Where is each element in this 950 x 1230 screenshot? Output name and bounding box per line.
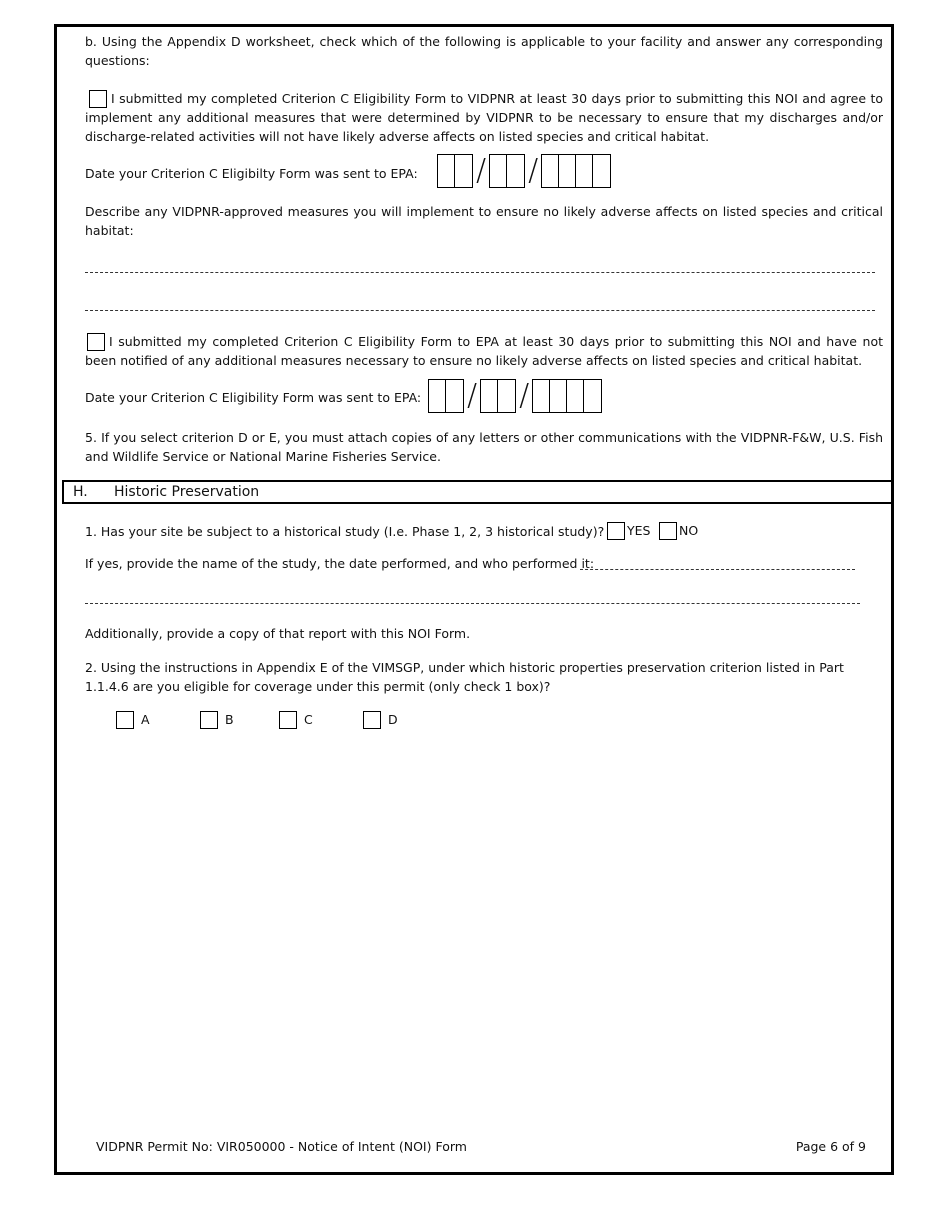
criterion-c-vidpnr-label: I submitted my completed Criterion C Eligibility Form to VIDPNR at least 30 days prior to submitting this NOI and agree to implement any additional measures that were determined by VIDPNR to be necessary to ensure that my discharges and/or discharge-related activities will not have likely adverse affects on listed species and critical habitat. [85,91,883,144]
yes-label: YES [627,523,651,538]
criterion-option-c[interactable] [279,711,313,729]
historic-study-question: 1. Has your site be subject to a historical study (I.e. Phase 1, 2, 3 historical study)? [85,524,605,539]
date2-month-input[interactable] [428,379,464,413]
form-page [54,24,894,1175]
study-details-line[interactable] [580,569,855,570]
item-b-instructions: b. Using the Appendix D worksheet, check which of the following is applicable to your facility and answer any corresponding questions: [85,34,883,68]
date2-label: Date your Criterion C Eligibility Form was sent to EPA: [85,390,422,405]
study-details-line[interactable] [85,603,860,604]
date1-field [437,154,611,188]
footer-page-number: Page 6 of 9 [795,1139,866,1154]
criterion-b-label: B [225,712,234,727]
criterion-b-checkbox[interactable] [200,711,218,729]
date1-year-input[interactable] [541,154,611,188]
item5-text: 5. If you select criterion D or E, you must attach copies of any letters or other communications with the VIDPNR-F&W, U.S. Fish and Wildlife Service or National Marine Fisheries Service. [85,430,883,464]
date1-label: Date your Criterion C Eligibilty Form was sent to EPA: [85,166,418,181]
criterion-option-b[interactable] [200,711,234,729]
section-h-header [62,480,894,504]
date1-day-input[interactable] [489,154,525,188]
criterion-option-d[interactable] [363,711,398,729]
criterion-c-vidpnr-option [85,89,883,146]
date1-slash: / [528,153,539,188]
criterion-c-epa-checkbox[interactable] [87,333,105,351]
yes-option[interactable] [607,522,650,540]
date2-year-input[interactable] [532,379,602,413]
section-h-number: H. [73,484,88,500]
criterion-c-epa-label: I submitted my completed Criterion C Eligibility Form to EPA at least 30 days prior to submitting this NOI and have not been notified of any additional measures necessary to ensure no likely adverse affects on listed species and critical habitat. [85,334,883,368]
criterion-question: 2. Using the instructions in Appendix E of the VIMSGP, under which historic properties preservation criterion listed in Part 1.1.4.6 are you eligible for coverage under this permit (only check 1 box)? [85,660,844,694]
section-h-title: Historic Preservation [114,484,260,500]
additionally-text: Additionally, provide a copy of that report with this NOI Form. [85,626,471,641]
criterion-d-label: D [388,712,398,727]
criterion-c-checkbox[interactable] [279,711,297,729]
date2-day-input[interactable] [480,379,516,413]
date2-slash: / [519,378,530,413]
no-label: NO [679,523,699,538]
describe-measures-label: Describe any VIDPNR-approved measures you will implement to ensure no likely adverse affects on listed species and critical habitat: [85,204,883,238]
date1-month-input[interactable] [437,154,473,188]
date1-slash: / [476,153,487,188]
yes-checkbox[interactable] [607,522,625,540]
ifyes-label: If yes, provide the name of the study, the date performed, and who performed it: [85,556,595,571]
describe-measures-line[interactable] [85,272,875,273]
date2-slash: / [467,378,478,413]
criterion-c-epa-option [85,332,883,370]
criterion-c-vidpnr-checkbox[interactable] [89,90,107,108]
criterion-option-a[interactable] [116,711,150,729]
criterion-a-label: A [141,712,150,727]
criterion-a-checkbox[interactable] [116,711,134,729]
date2-field [428,379,602,413]
criterion-c-label: C [304,712,313,727]
no-checkbox[interactable] [659,522,677,540]
no-option[interactable] [659,522,698,540]
criterion-d-checkbox[interactable] [363,711,381,729]
describe-measures-line[interactable] [85,310,875,311]
footer-permit-info: VIDPNR Permit No: VIR050000 - Notice of Intent (NOI) Form [96,1139,467,1154]
